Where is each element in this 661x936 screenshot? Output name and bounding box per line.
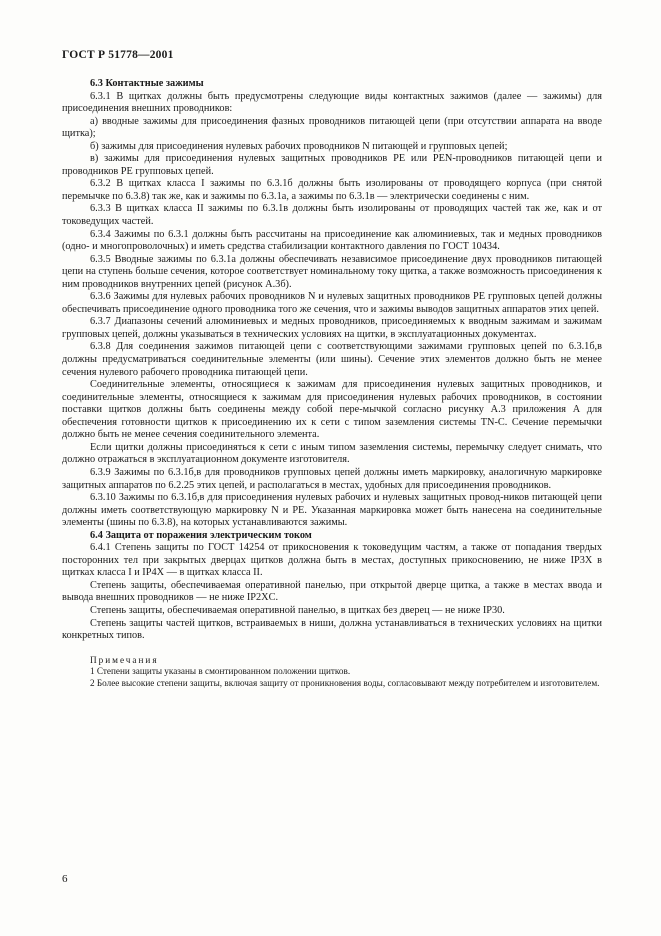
paragraph-6-3-8-c: Если щитки должны присоединяться к сети с иным типом заземления системы, перемычку следует снимать, что должно отражаться в эксплуатационном документе изготовителя. — [62, 441, 602, 466]
document-header: ГОСТ Р 51778—2001 — [62, 49, 174, 61]
paragraph-6-3-3: 6.3.3 В щитках класса II зажимы по 6.3.1в должны быть изолированы от проводящих частей так же, как и от токоведущих частей. — [62, 203, 602, 228]
page-number: 6 — [62, 873, 68, 885]
paragraph-6-4-1-c: Степень защиты, обеспечиваемая оперативной панелью, в щитках без дверец — не ниже IP30. — [90, 604, 505, 616]
paragraph-6-3-10: 6.3.10 Зажимы по 6.3.1б,в для присоединения нулевых рабочих и нулевых защитных провод-ников питающей цепи должны иметь соответствующую маркировку N и PE. Указанная маркировка может быть нанесена на соединительные элементы (шины по 6.3.8), на которых устанавливаются зажимы. — [62, 492, 602, 529]
section-heading-6-3: 6.3 Контактные зажимы — [90, 78, 204, 89]
document-body — [62, 78, 602, 689]
paragraph-6-3-2: 6.3.2 В щитках класса I зажимы по 6.3.1б должны быть изолированы от проводящего корпуса (при снятой перемычке по 6.3.8) так же, как и зажимы по 6.3.1а, а зажимы по 6.3.1в — электрически соединены с ним. — [62, 178, 602, 202]
paragraph-6-3-4: 6.3.4 Зажимы по 6.3.1 должны быть рассчитаны на присоединение как алюминиевых, так и медных проводников (одно- и многопроволочных) и иметь средства стабилизации контактного давления по ГОСТ 10434. — [62, 228, 602, 253]
paragraph-6-4-1: 6.4.1 Степень защиты по ГОСТ 14254 от прикосновения к токоведущим частям, а также от попадания твердых посторонних тел при закрытых дверцах щитков должна быть в местах, доступных прикосновению, не ниже IP3X в щитках класса I и IP4X — в щитках класса II. — [62, 542, 602, 579]
notes-title: Примечания — [90, 654, 159, 665]
paragraph-6-4-1-b: Степень защиты, обеспечиваемая оперативной панелью, при открытой дверце щитка, а также в местах ввода и вывода внешних проводников — не ниже IP2XC. — [62, 579, 602, 604]
paragraph-6-4-1-d: Степень защиты частей щитков, встраиваемых в ниши, должна устанавливаться в технических условиях на щитки конкретных типов. — [62, 617, 602, 642]
paragraph-6-3-6: 6.3.6 Зажимы для нулевых рабочих проводников N и нулевых защитных проводников PE групповых цепей должны обеспечивать присоединение одного проводника того же сечения, что и зажимы выводов защитных аппаратов этих цепей. — [62, 291, 602, 315]
paragraph-6-3-7: 6.3.7 Диапазоны сечений алюминиевых и медных проводников, присоединяемых к вводным зажимам и зажимам групповых цепей, должны указываться в технических условиях на щитки, в эксплуатационных документах. — [62, 316, 602, 340]
paragraph-6-3-1-b: б) зажимы для присоединения нулевых рабочих проводников N питающей и групповых цепей; — [90, 140, 508, 152]
note-1: 1 Степени защиты указаны в смонтированном положении щитков. — [90, 666, 351, 677]
paragraph-6-3-1-c: в) зажимы для присоединения нулевых защитных проводников PE или PEN-проводников питающей цепи и проводников PE групповых цепей. — [62, 153, 602, 177]
paragraph-6-3-5: 6.3.5 Вводные зажимы по 6.3.1а должны обеспечивать независимое присоединение двух проводников питающей цепи на ступень больше сечения, которое соответствует номинальному току щитка, а также возможность присоединения к ним проводников внутренних цепей (рисунок А.3б). — [62, 253, 602, 290]
paragraph-6-3-8-b: Соединительные элементы, относящиеся к зажимам для присоединения нулевых защитных проводников, и соединительные элементы, относящиеся к зажимам для присоединения нулевых рабочих проводников, в состоянии поставки щитков должны быть соединены между собой пере-мычкой согласно рисунку А.3 приложения А для обеспечения готовности щитков к присоединению их к сети с типом заземления системы TN-C. Сечение перемычки должно быть не менее сечения соединительного элемента. — [62, 379, 602, 441]
notes-block — [62, 655, 602, 690]
paragraph-6-3-1-a: а) вводные зажимы для присоединения фазных проводников питающей цепи (при отсутствии аппарата на вводе щитка); — [62, 115, 602, 140]
paragraph-6-3-9: 6.3.9 Зажимы по 6.3.1б,в для проводников групповых цепей должны иметь маркировку, аналогичную маркировке защитных аппаратов по 6.2.25 этих цепей, и располагаться в местах, удобных для присоединения проводников. — [62, 466, 602, 491]
paragraph-6-3-8: 6.3.8 Для соединения зажимов питающей цепи с соответствующими зажимами групповых цепей по 6.3.1б,в должны предусматриваться соединительные элементы (или шины). Сечение этих элементов должно быть не менее сечения нулевого рабочего проводника питающей цепи. — [62, 341, 602, 378]
section-heading-6-4: 6.4 Защита от поражения электрическим током — [90, 529, 312, 541]
paragraph-6-3-1: 6.3.1 В щитках должны быть предусмотрены следующие виды контактных зажимов (далее — зажимы) для присоединения внешних проводников: — [62, 90, 602, 115]
note-2: 2 Более высокие степени защиты, включая защиту от проникновения воды, согласовывают между потребителем и изготовителем. — [90, 677, 600, 688]
